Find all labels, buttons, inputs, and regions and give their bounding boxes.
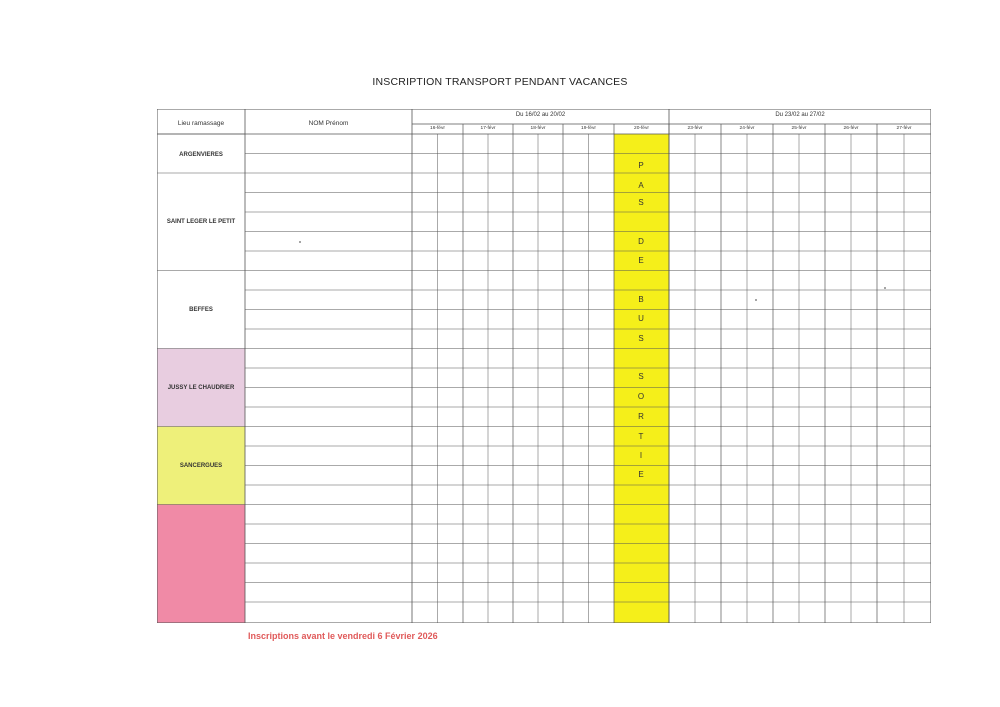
no-bus-letter: U [638,314,644,323]
day-header: 26-févr [843,126,859,131]
no-bus-letter: S [638,198,644,207]
scan-speck [884,287,886,289]
registration-deadline-note: Inscriptions avant le vendredi 6 Février 2026 [248,631,438,641]
no-bus-letter: S [638,334,644,343]
no-bus-letter: B [638,295,644,304]
no-bus-letter: S [638,372,644,381]
no-bus-letter: R [638,412,644,421]
no-bus-letter: D [638,237,644,246]
no-bus-letter: I [639,451,643,460]
header-nom: NOM Prénom [308,120,349,127]
day-header: 17-févr [480,126,496,131]
day-header: 20-févr [634,126,649,131]
day-header: 23-févr [687,126,703,131]
page-title: INSCRIPTION TRANSPORT PENDANT VACANCES [372,76,628,88]
no-bus-letter: P [638,161,644,170]
header-week1: Du 16/02 au 20/02 [515,112,566,118]
day-header: 16-févr [430,126,445,131]
location-label-argenvieres: ARGENVIERES [179,152,223,158]
day-header: 18-févr [530,126,546,131]
location-label-saint-leger-le-petit: SAINT LEGER LE PETIT [166,219,236,225]
day-header: 27-févr [896,126,912,131]
no-bus-letter: O [637,392,645,401]
location-block-5 [157,505,245,624]
no-bus-letter: A [638,181,644,190]
day-header: 24-févr [739,126,755,131]
scan-speck [299,241,301,243]
no-bus-letter: E [638,256,644,265]
location-label-beffes: BEFFES [189,307,213,313]
day-header: 25-févr [791,126,807,131]
location-label-jussy-le-chaudrier: JUSSY LE CHAUDRIER [167,385,235,391]
table-grid [157,109,931,623]
no-bus-letter: T [638,432,644,441]
location-label-sancergues: SANCERGUES [179,463,223,469]
registration-table [157,109,931,623]
no-bus-letter: E [638,470,644,479]
header-lieu: Lieu ramassage [177,120,225,127]
day-header: 19-févr [581,126,596,131]
header-week2: Du 23/02 au 27/02 [775,112,825,118]
scan-speck [755,299,757,301]
